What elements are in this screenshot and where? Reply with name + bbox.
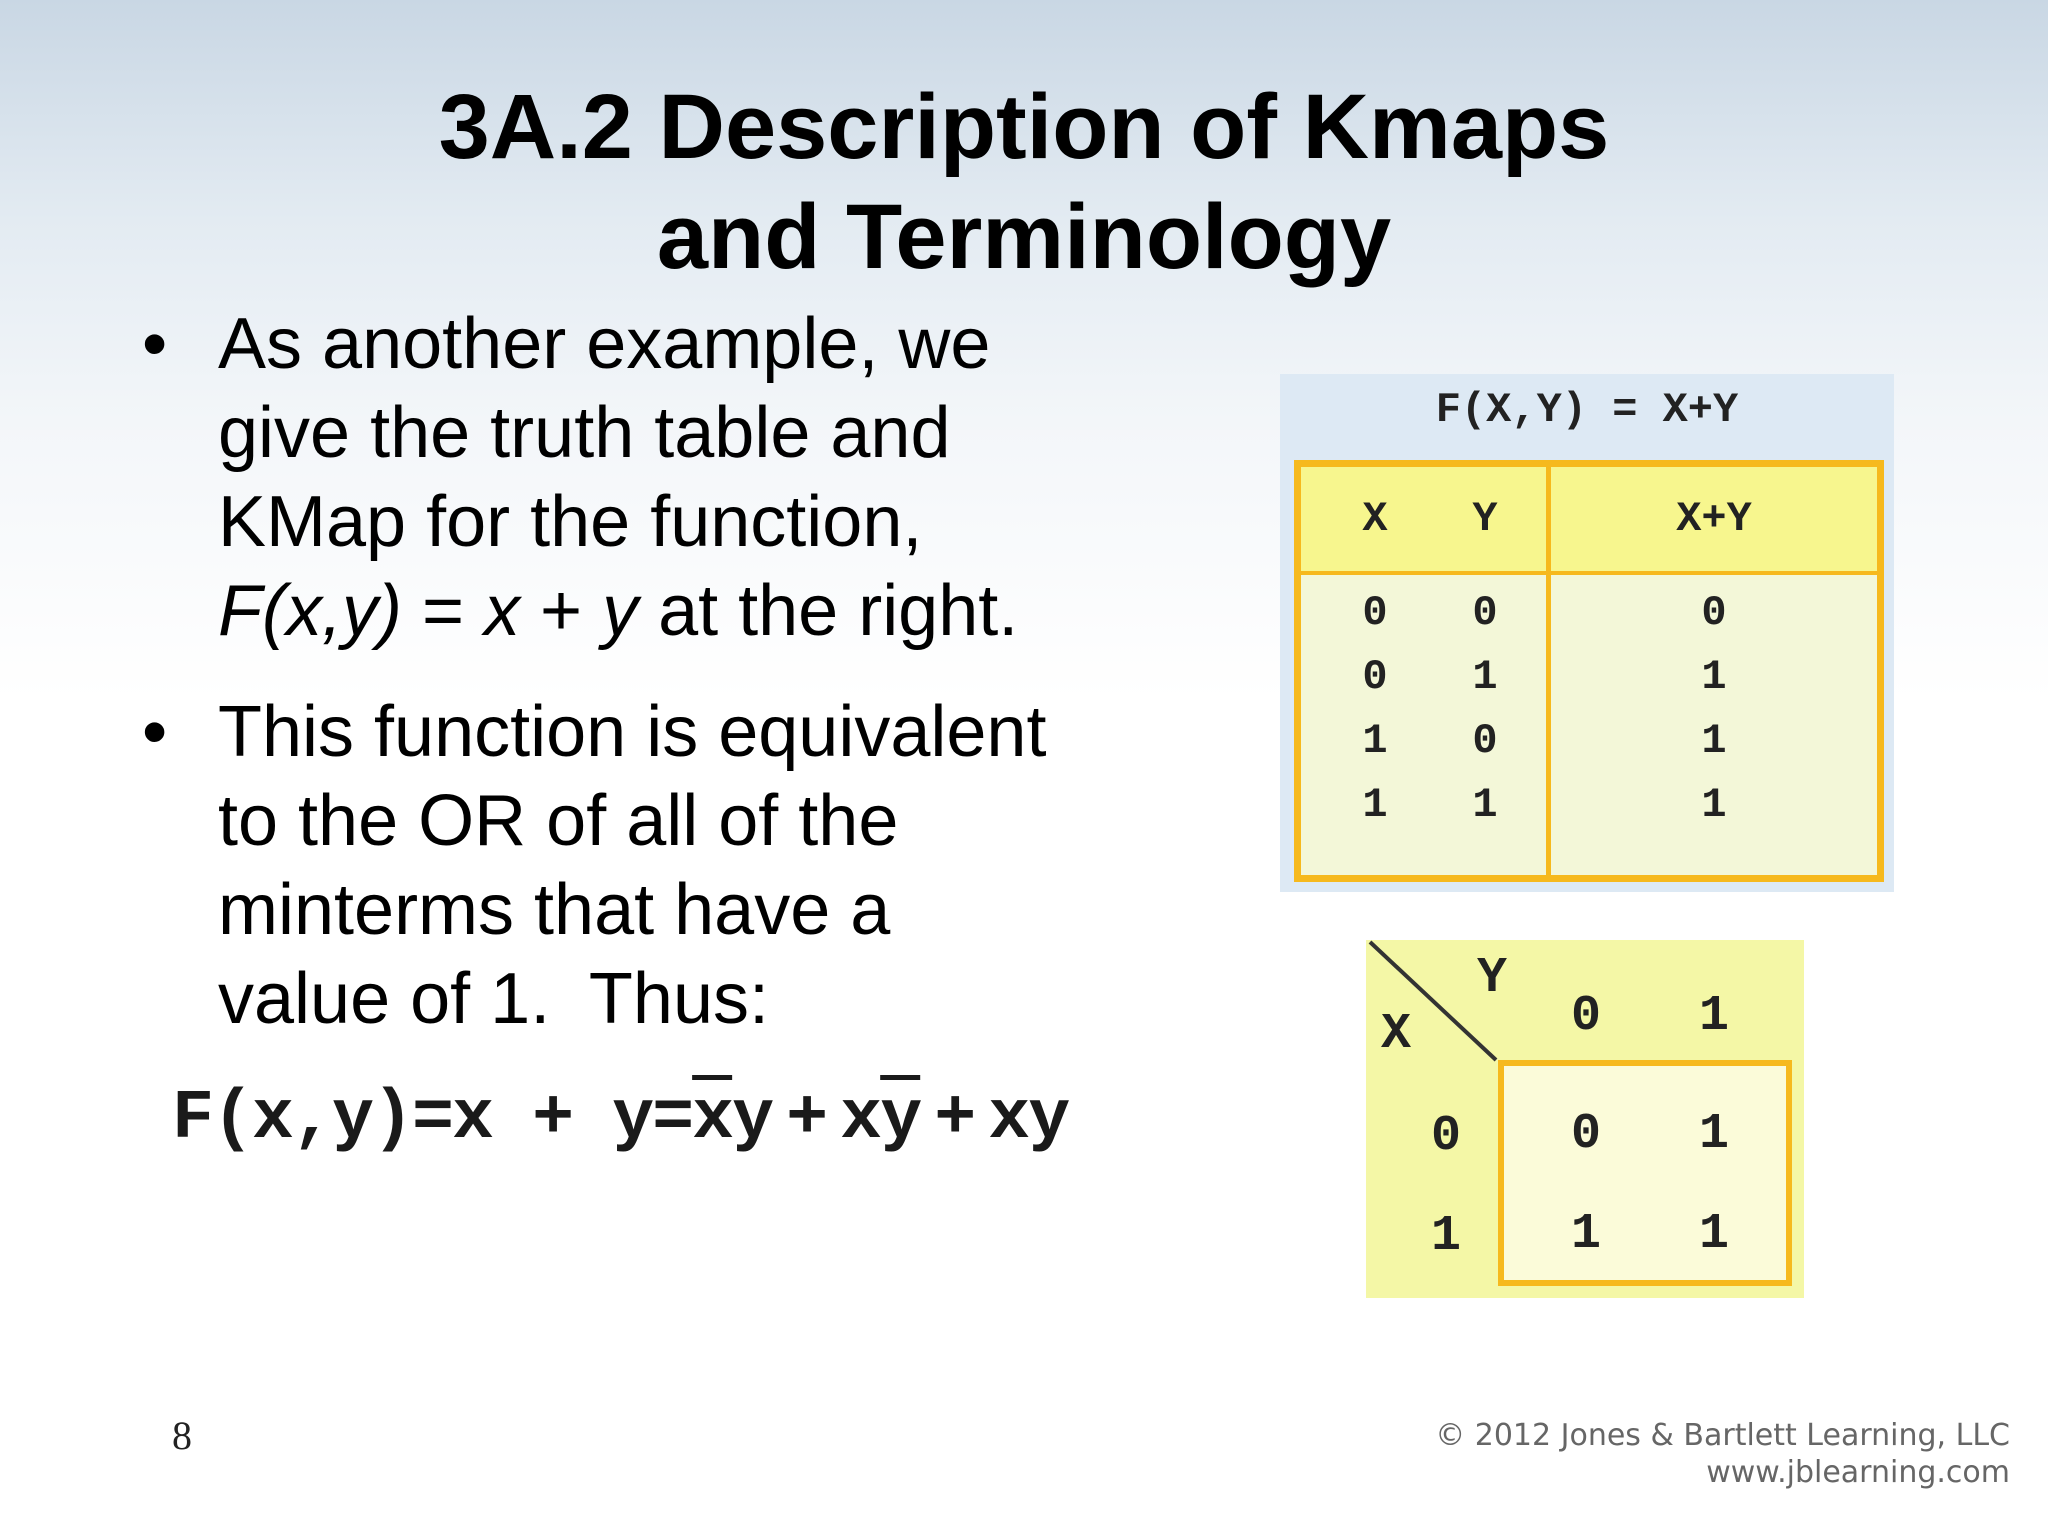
eq-term3: xy bbox=[988, 1080, 1069, 1159]
eq-lhs: F(x,y) bbox=[172, 1080, 413, 1159]
var-x: x bbox=[484, 571, 520, 651]
kmap-cell: 1 bbox=[1698, 1106, 1729, 1163]
table-cell: 1 bbox=[1472, 781, 1498, 829]
bullet-dot-icon: • bbox=[142, 692, 168, 772]
table-cell: 1 bbox=[1701, 653, 1727, 701]
kmap-row-var: X bbox=[1380, 1006, 1411, 1063]
function-name: F(x,y) bbox=[218, 571, 402, 651]
eq-sign-2: = bbox=[652, 1080, 693, 1159]
kmap-cell: 0 bbox=[1570, 1106, 1601, 1163]
kmap-col-var: Y bbox=[1476, 950, 1507, 1007]
line-rest: at the right. bbox=[638, 571, 1019, 651]
table-cell: 0 bbox=[1362, 653, 1388, 701]
table-cell: 0 bbox=[1701, 589, 1727, 637]
bullet-1-line-1: As another example, we bbox=[218, 304, 991, 384]
eq-sign-1: = bbox=[412, 1080, 453, 1159]
header-x-plus-y: X+Y bbox=[1676, 495, 1752, 543]
bullet-1-line-4 bbox=[218, 567, 1140, 656]
bullet-item-2 bbox=[140, 688, 1140, 1044]
eq-x-bar: $\overline{x}$ bbox=[692, 1080, 733, 1159]
title-line-2: and Terminology bbox=[656, 186, 1392, 288]
table-cell: 1 bbox=[1472, 653, 1498, 701]
eq-x-plus-y: x + y bbox=[452, 1080, 653, 1159]
bullet-2-line-4: value of 1. Thus: bbox=[218, 959, 770, 1039]
table-cell: 1 bbox=[1362, 781, 1388, 829]
kmap-col-header-1: 1 bbox=[1698, 988, 1729, 1045]
kmap-cell: 1 bbox=[1570, 1206, 1601, 1263]
copyright-line: © 2012 Jones & Bartlett Learning, LLC bbox=[1435, 1418, 2010, 1453]
equals-text: = bbox=[401, 571, 484, 651]
copyright-footer bbox=[1435, 1418, 2010, 1490]
bullet-item-1 bbox=[140, 300, 1140, 656]
bullet-dot-icon: • bbox=[142, 304, 168, 384]
eq-term2-x: x bbox=[840, 1080, 881, 1159]
title-line-1: 3A.2 Description of Kmaps bbox=[438, 76, 1610, 178]
bullet-2-line-2: to the OR of all of the bbox=[218, 781, 899, 861]
bullet-2-line-3: minterms that have a bbox=[218, 870, 891, 950]
website-line: www.jblearning.com bbox=[1706, 1455, 2010, 1490]
eq-term1-y: y bbox=[732, 1080, 773, 1159]
bullet-list bbox=[140, 300, 1140, 1076]
table-cell: 1 bbox=[1362, 717, 1388, 765]
kmap-row-header-0: 0 bbox=[1430, 1108, 1461, 1165]
eq-plus-2: + bbox=[934, 1080, 975, 1159]
header-y: Y bbox=[1472, 495, 1498, 543]
kmap-row-header-1: 1 bbox=[1430, 1208, 1461, 1265]
table-cell: 0 bbox=[1472, 589, 1498, 637]
truth-table-grid bbox=[1294, 460, 1884, 882]
bullet-1-line-3: KMap for the function, bbox=[218, 482, 923, 562]
bullet-2-line-1: This function is equivalent bbox=[218, 692, 1047, 772]
eq-y-bar: $\overline{y}$ bbox=[880, 1080, 921, 1159]
eq-plus-1: + bbox=[786, 1080, 827, 1159]
table-cell: 0 bbox=[1362, 589, 1388, 637]
truth-table bbox=[1280, 374, 1894, 892]
sop-equation bbox=[172, 1080, 1068, 1159]
bullet-1-line-2: give the truth table and bbox=[218, 393, 951, 473]
kmap-col-header-0: 0 bbox=[1570, 988, 1601, 1045]
kmap bbox=[1366, 940, 1804, 1298]
table-cell: 0 bbox=[1472, 717, 1498, 765]
kmap-cell-block bbox=[1498, 1060, 1792, 1286]
plus-text: + bbox=[520, 571, 603, 651]
kmap-cell: 1 bbox=[1698, 1206, 1729, 1263]
slide-title bbox=[0, 72, 2048, 292]
truth-table-caption: F(X,Y) = X+Y bbox=[1435, 386, 1739, 434]
table-cell: 1 bbox=[1701, 717, 1727, 765]
table-cell: 1 bbox=[1701, 781, 1727, 829]
page-number: 8 bbox=[172, 1413, 192, 1458]
var-y: y bbox=[602, 571, 639, 651]
header-x: X bbox=[1362, 495, 1388, 543]
